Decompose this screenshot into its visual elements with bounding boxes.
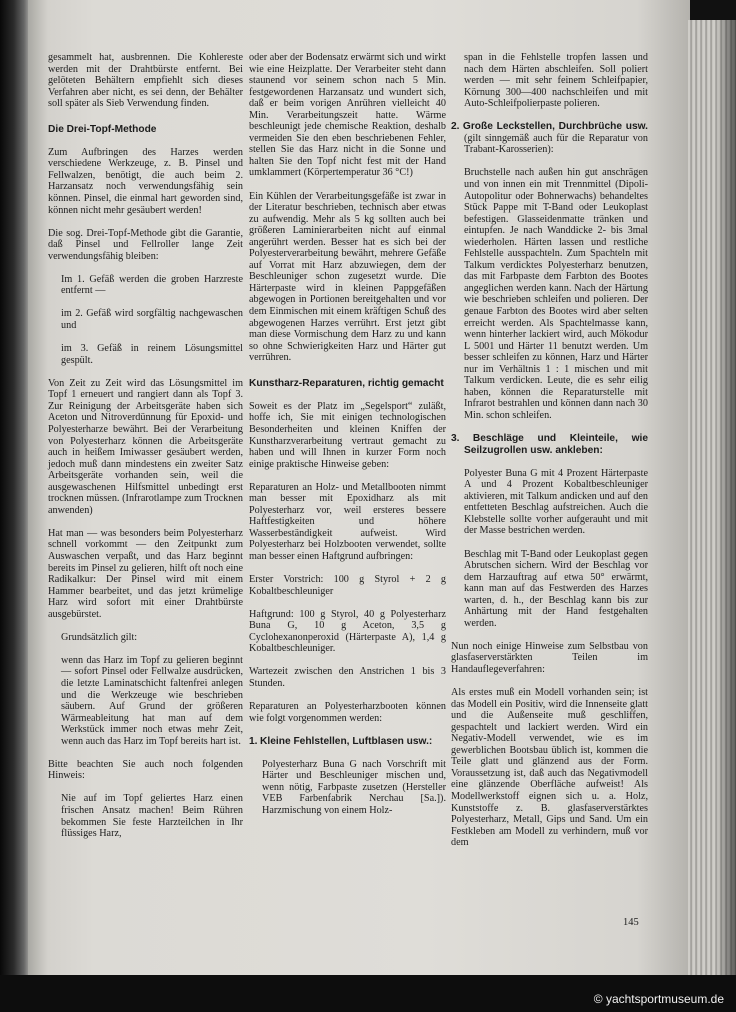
paragraph: Nie auf im Topf geliertes Harz einen frischen Ansatz machen! Beim Rühren bekommen Sie feste Harzteilchen in Ihr flüssiges Harz, [61,793,243,840]
numbered-heading [451,433,648,456]
paragraph: Die sog. Drei-Topf-Methode gibt die Garantie, daß Pinsel und Fellroller lange Zeit verwendungsfähig bleiben: [48,227,243,262]
section-heading: Kunstharz-Reparaturen, richtig gemacht [249,377,444,389]
paragraph: Bruchstelle nach außen hin gut anschrägen und von innen ein mit Trennmittel (Dipoli-Autopolitur oder Bohnerwachs) behandeltes Stück Pappe mit T-Band oder Leukoplast befestigen. Glasseidenmatte tränken und eintupfen. Je nach Wanddicke 2- bis 3mal wiederholen. Härten lassen und restliche Fehlstelle ausspachteln. Zum Spachteln mit Talkum verdicktes Polyesterharz benutzen, das mit Farbpaste dem Farbton des Bootes angeglichen werden kann. Nach der Härtung wie beschrieben schleifen und polieren. Der genaue Farbton des Bootes wird aber selten erreicht werden. Als Spachtelmasse kann, wenn hinterher lackiert wird, auch Mökodur L 5001 und Härter 11 benutzt werden. Um besser schleifen zu können, Harz und Härter nur im Verhältnis 1 : 1 mischen und mit Talkum verdicken. Leute, die es sehr eilig haben, können die Reparaturstelle mit Infrarot bestrahlen und können dann nach 30 Min. schon schleifen. [464,167,648,421]
paragraph: Grundsätzlich gilt: [61,631,138,643]
page-number: 145 [623,917,639,928]
paragraph: Polyester Buna G mit 4 Prozent Härterpaste A und 4 Prozent Kobaltbeschleuniger aktivieren, mit Talkum andicken und auf den entfetteten Beschlag aufstreichen. Auch die Klebstelle sollte vorher aufgerauht und mit der Masse bestrichen werden. [464,467,648,537]
paragraph: Hat man — was besonders beim Polyesterharz schnell vorkommt — den Zeitpunkt zum Auswaschen verpaßt, und das Harz beginnt bereits im Pinsel zu gelieren, hilft oft noch eine Radikalkur: Der Pinsel wird mit einem Hammer bearbeitet, und das jetzt krümelige Harz wird sofort mit einer Drahtbürste ausgebürstet. [48,527,243,620]
paragraph: oder aber der Bodensatz erwärmt sich und wirkt wie eine Heizplatte. Der Verarbeiter steht dann staunend vor seinem schon nach 5 Min. festgewordenen Harzansatz und wundert sich, daß er beim vorigen Anrühren vielleicht 40 Min. Verarbeitungszeit hatte. Wärme beschleunigt jede chemische Reaktion, deshalb vermeiden Sie den eben beschriebenen Fehler, stellen Sie das Harz nicht in die Sonne und halten Sie den Topf nicht fest mit der Hand umklammert (Körpertemperatur 36 °C!) [249,52,446,179]
item-heading-rest: (gilt sinngemäß auch für die Reparatur von Trabant-Karosserien): [464,132,648,156]
section-heading: Die Drei-Topf-Methode [48,123,157,135]
text-column-2 [249,52,446,828]
item-heading: Große Leckstellen, Durchbrüche usw. [462,121,649,133]
paragraph: span in die Fehlstelle tropfen lassen und nach dem Härten abschleifen. Soll poliert werden — mit sehr feinem Schleifpapier, Körnung 300—400 nachschleifen und mit Auto-Schleifpolierpaste polieren. [464,52,648,110]
credit-text: © yachtsportmuseum.de [593,992,724,1006]
paragraph: Soweit es der Platz im „Segelsport“ zuläßt, hoffe ich, Sie mit einigen technologischen Besonderheiten und kleinen Kniffen der Kunstharzverarbeitung vertraut gemacht zu haben und will Ihnen in kurzer Form noch einige praktische Hinweise geben: [249,400,446,470]
paragraph: Von Zeit zu Zeit wird das Lösungsmittel im Topf 1 erneuert und rangiert dann als Topf 3. Zur Reinigung der Arbeitsgeräte haben sich Aceton und Nitroverdünnung für Epoxid- und Polyesterharze bewährt. Bei der Verarbeitung von Polyesterharz können die Arbeitsgeräte auch in heißem Imiwasser gesäubert werden, jedoch muß dann mindestens ein zweiter Satz Arbeitsgeräte vorhanden sein, weil die ausgewaschenen Hilfsmittel unbedingt erst trocknen müssen. (Infrarotlampe zum Trocknen anwenden) [48,377,243,516]
item-number: 3. [451,433,460,445]
paragraph: Reparaturen an Holz- und Metallbooten nimmt man besser mit Epoxidharz als mit Polyesterharz vor, weil ersteres bessere Haftfestigkeiten und höhere Wasserbeständigkeit aufweist. Wird Polyesterharz bei Holzbooten verwendet, sollte man besser einen Haftgrund aufbringen: [249,481,446,562]
numbered-heading [451,121,648,156]
paragraph: Haftgrund: 100 g Styrol, 40 g Polyesterharz Buna G, 10 g Aceton, 3,5 g Cyclohexanonperoxid (Härterpaste A), 1,4 g Kobaltbeschleuniger. [249,608,446,655]
item-heading: Kleine Fehlstellen, Luftblasen usw.: [260,735,433,747]
page-edges [688,20,736,975]
paragraph: Nun noch einige Hinweise zum Selbstbau von glasfaserverstärkten Teilen im Handauflegeverfahren: [451,640,648,675]
paragraph: Zum Aufbringen des Harzes werden verschiedene Werkzeuge, z. B. Pinsel und Fellwalzen, benötigt, die auch beim 2. Harzansatz noch verwendungsfähig sein können. Pinsel, die einmal hart geworden sind, können nicht mehr gesäubert werden! [48,146,243,216]
paragraph: Erster Vorstrich: 100 g Styrol + 2 g Kobaltbeschleuniger [249,574,446,597]
paragraph: Wartezeit zwischen den Anstrichen 1 bis 3 Stunden. [249,666,446,689]
text-column-3 [451,52,648,860]
item-number: 2. [451,121,460,133]
paragraph: Bitte beachten Sie auch noch folgenden Hinweis: [48,758,243,782]
list-item: Im 1. Gefäß werden die groben Harzreste entfernt — [61,273,243,297]
numbered-heading [249,736,446,748]
item-number: 1. [249,735,258,747]
paragraph: Beschlag mit T-Band oder Leukoplast gegen Abrutschen sichern. Wird der Beschlag vor dem Harzauftrag auf etwa 50° erwärmt, kann man auf das Festwerden des Harzes warten, d. h., der Beschlag kann bis zur Anhärtung mit der Hand festgehalten werden. [464,548,648,629]
paragraph: Als erstes muß ein Modell vorhanden sein; ist das Modell ein Positiv, wird die Innenseite glatt und die Außenseite muß geschliffen, gespachtelt und lackiert werden. Wird ein Negativ-Modell verwendet, wie es im gewerblichen Bootsbau üblich ist, kommen die Teile glatt und glänzend aus der Form. Voraussetzung ist, daß auch das Negativmodell eine glänzende Oberfläche aufweist! Als Modellwerkstoff eignen sich u. a. Holz, Kunststoffe z. B. glasfaserverstärktes Polyesterharz, Metall, Gips und Sand. Um ein Festkleben am Modell zu verhindern, muß vor dem [451,687,648,849]
paragraph: Reparaturen an Polyesterharzbooten können wie folgt vorgenommen werden: [249,701,446,724]
paragraph: gesammelt hat, ausbrennen. Die Kohlereste werden mit der Drahtbürste entfernt. Bei gelöteten Behältern empfiehlt sich dieses Verfahren aber nicht, es sei denn, der Behälter soll später als Sieb Verwendung finden. [48,52,243,110]
paragraph: Polyesterharz Buna G nach Vorschrift mit Härter und Beschleuniger mischen und, wenn nötig, Farbpaste zusetzen (Hersteller VEB Farbenfabrik Nerchau [Sa.]). Harzmischung von einem Holz- [262,758,446,816]
paragraph: Ein Kühlen der Verarbeitungsgefäße ist zwar in der Literatur beschrieben, technisch aber etwas zu aufwendig. Mehr als 5 kg sollten auch bei größeren Laminierarbeiten nicht auf einmal angerührt werden. Besser hat es sich bei der Polyesterverarbeitung bewährt, mehrere Gefäße auf Vorrat mit Harz abzuwiegen, dem der Beschleuniger schon zugesetzt wurde. Die Härterpaste wird in kleinen Pappgefäßen abgewogen in Portionen bereitgehalten und vor dem Einmischen mit einem kräftigen Schuß des abgewogenen Harzes verrührt. Erst jetzt gibt man diese Vormischung dem Harz zu und kann so ohne Schwierigkeiten Harz und Härter gut verrühren. [249,190,446,364]
text-column-1 [48,52,243,851]
list-item: im 3. Gefäß in reinem Lösungsmittel gespült. [61,343,243,366]
book-spine [0,0,30,975]
paragraph: wenn das Harz im Topf zu gelieren beginnt — sofort Pinsel oder Fellwalze ausdrücken, die letzte Laminatschicht faltenfrei anlegen und die Werkzeuge wie beschrieben säubern. Auf Grund der größeren Wärmeableitung hat man auf dem Werkstück immer noch etwas mehr Zeit, wenn auch das Harz im Topf bereits hart ist. [61,654,243,747]
item-heading: Beschläge und Kleinteile, wie Seilzugrollen usw. ankleben: [464,433,649,456]
list-item: im 2. Gefäß wird sorgfältig nachgewaschen und [61,308,243,332]
